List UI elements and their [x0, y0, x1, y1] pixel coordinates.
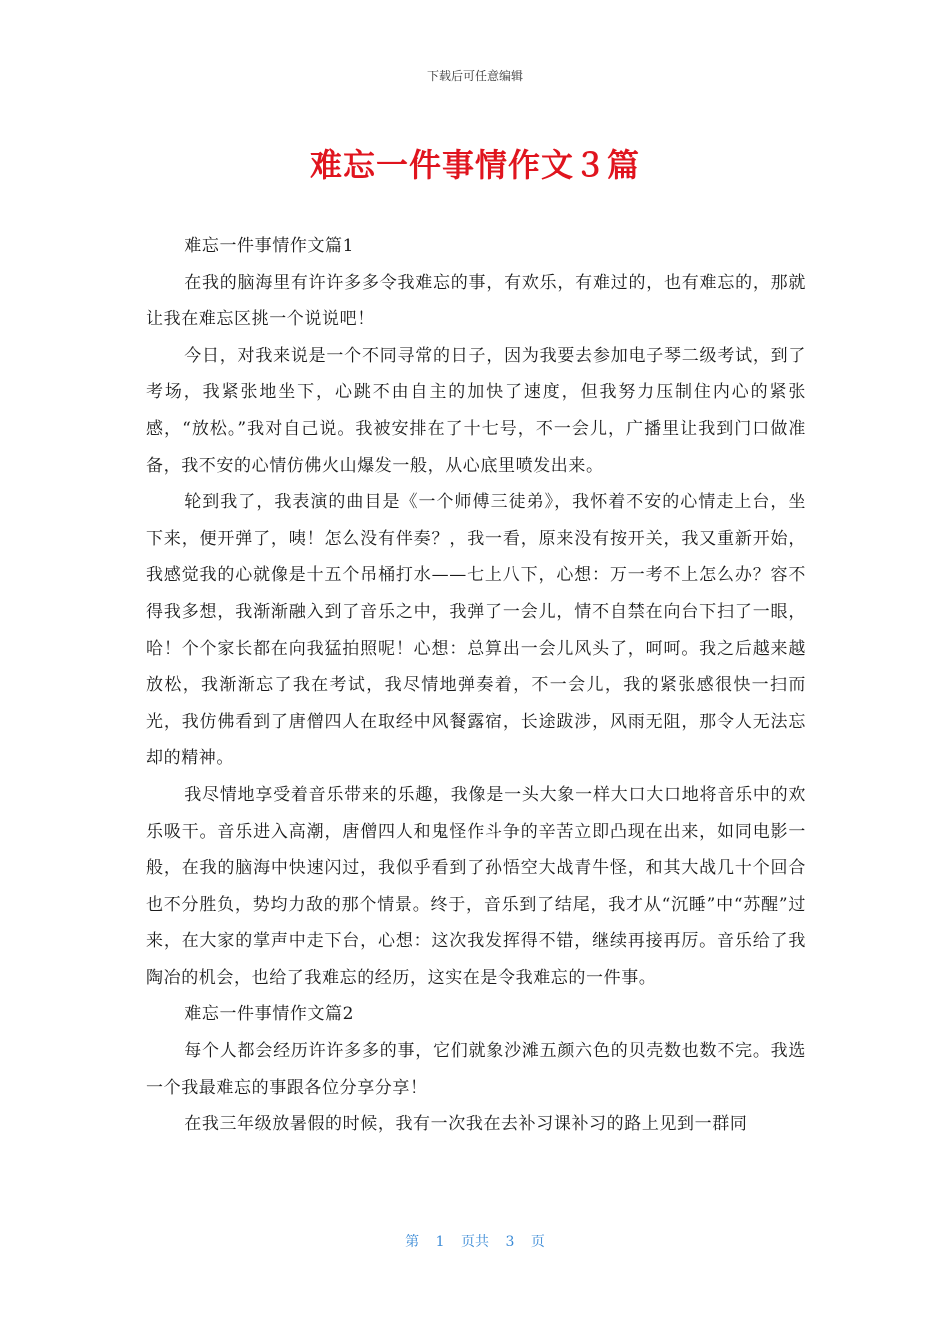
- paragraph: 我尽情地享受着音乐带来的乐趣，我像是一头大象一样大口大口地将音乐中的欢乐吸干。音乐进入高潮，唐僧四人和鬼怪作斗争的辛苦立即凸现在出来，如同电影一般，在我的脑海中快速闪过，我似乎看到了孙悟空大战青牛怪，和其大战几十个回合也不分胜负，势均力敌的那个情景。终于，音乐到了结尾，我才从“沉睡”中“苏醒”过来，在大家的掌声中走下台，心想：这次我发挥得不错，继续再接再厉。音乐给了我陶冶的机会，也给了我难忘的经历，这实在是令我难忘的一件事。: [146, 784, 806, 988]
- document-body: [146, 228, 806, 1143]
- header-note: 下载后可任意编辑: [426, 69, 523, 83]
- paragraph: 轮到我了，我表演的曲目是《一个师傅三徒弟》，我怀着不安的心情走上台，坐下来，便开弹了，咦！怎么没有伴奏？，我一看，原来没有按开关，我又重新开始，我感觉我的心就像是十五个吊桶打水——七上八下，心想：万一考不上怎么办？容不得我多想，我渐渐融入到了音乐之中，我弹了一会儿，情不自禁在向台下扫了一眼，哈！个个家长都在向我猛拍照呢！心想：总算出一会儿风头了，呵呵。我之后越来越放松，我渐渐忘了我在考试，我尽情地弹奏着，不一会儿，我的紧张感很快一扫而光，我仿佛看到了唐僧四人在取经中风餐露宿，长途跋涉，风雨无阻，那令人无法忘却的精神。: [146, 492, 806, 769]
- paragraph: 今日，对我来说是一个不同寻常的日子，因为我要去参加电子琴二级考试，到了考场，我紧张地坐下，心跳不由自主的加快了速度，但我努力压制住内心的紧张感，“放松。”我对自己说。我被安排在了十七号，不一会儿，广播里让我到门口做准备，我不安的心情仿佛火山爆发一般，从心底里喷发出来。: [146, 345, 806, 476]
- page-label-prefix: 第: [405, 1234, 420, 1250]
- page-label-suffix: 页: [530, 1234, 545, 1250]
- paragraph: 在我三年级放暑假的时候，我有一次我在去补习课补习的路上见到一群同: [184, 1114, 748, 1135]
- paragraph: 在我的脑海里有许许多多令我难忘的事，有欢乐，有难过的，也有难忘的，那就让我在难忘区挑一个说说吧！: [146, 272, 806, 330]
- page-footer: [0, 1231, 950, 1251]
- current-page-number: 1: [435, 1234, 445, 1250]
- section-heading-1: 难忘一件事情作文篇1: [184, 236, 355, 256]
- document-title: 难忘一件事情作文３篇: [309, 146, 640, 184]
- page-label-middle: 页共: [461, 1234, 489, 1250]
- paragraph: 每个人都会经历许许多多的事，它们就象沙滩五颜六色的贝壳数也数不完。我选一个我最难忘的事跟各位分享分享！: [146, 1041, 806, 1098]
- section-heading-2: 难忘一件事情作文篇2: [184, 1004, 355, 1025]
- total-pages: 3: [505, 1234, 515, 1250]
